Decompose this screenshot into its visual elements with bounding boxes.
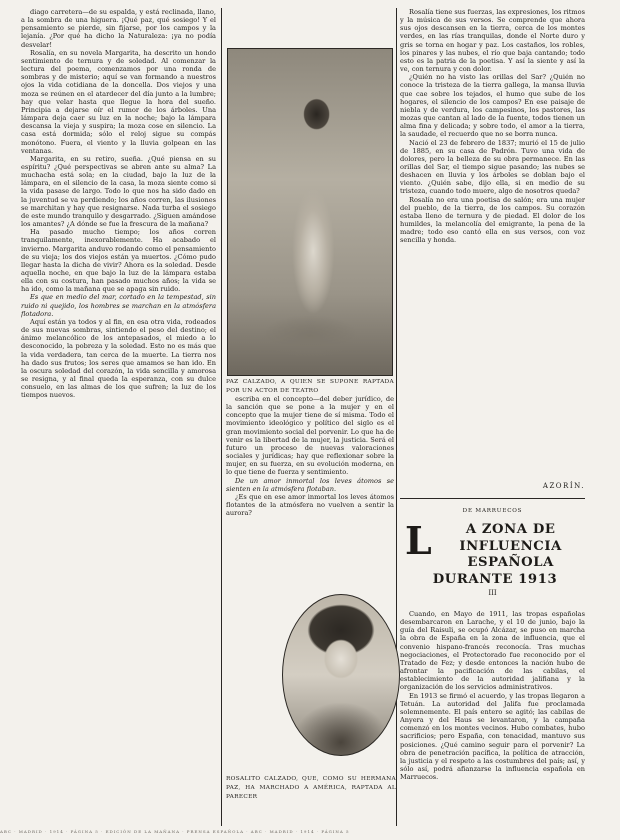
headline-text: A ZONA DE INFLUENCIA ESPAÑOLA DURANTE 1913 [432,522,562,587]
photo-caption-top: PAZ CALZADO, A QUIEN SE SUPONE RAPTADA POR UN ACTOR DE TEATRO [226,379,394,394]
paragraph: Nació el 23 de febrero de 1837; murió el 15 de julio de 1885, en su casa de Padrón. Tuvo una vida de dolores, pero la belleza de su obra permanece. En las orillas del Sar, el tiempo sigue pasando; las nubes se deshacen en lluvia y los árboles se doblan bajo el viento. ¿Quién sabe, dijo ella, si en medio de su tristeza, cuando todo muere, algo de nosotros queda? [400,138,585,196]
section-label: DE MARRUECOS [462,508,523,514]
page-footer: ABC · MADRID · 1914 · PÁGINA 5 · EDICIÓN DE LA MAÑANA · PRENSA ESPAÑOLA · ABC · MADRID · 1914 · PÁGINA 5 [0,829,350,834]
paragraph: diago carretera—de su espalda, y está reclinada, llano, a la sombra de una higuera. ¡Qué paz, qué sosiego! Y el pensamiento se pierde, sin fijarse, por los campos y la lejanía. ¿Por qué ha dicho la Naturaleza: ¡ya no podía desvelar! [21,8,216,49]
article-body [400,610,585,820]
paragraph: Ha pasado mucho tiempo; los años corren tranquilamente, inexorablemente. Ha acabado el invierno. Margarita anduvo rodando como el pensamiento de su vieja; los dos viejos están ya muertos. ¿Cómo pudo llegar hasta la dicha de vivir? Ahora es la soledad. Desde aquella noche, en que bajo la luz de la lámpara estaba ella con su costura, han pasado muchos años; la vida se ha ido, como la mañana que se apaga sin ruido. [21,228,216,294]
paragraph: Margarita, en su retiro, sueña. ¿Qué piensa en su espíritu? ¿Qué perspectivas se abren ante su alma? La muchacha está sola; en la ciudad, bajo la luz de la lámpara, en el silencio de la casa, la moza siente como si la vida pasase de largo. Todo lo que nos ha sido dado en la juventud se va perdiendo; los años corren, las ilusiones se marchitan y hay que resignarse. Nada turba el sosiego de este mundo tranquilo y desgarrado. ¿Siguen amándose los amantes? ¿A dónde se fue la frescura de la mañana? [21,154,216,229]
paragraph: Rosalía no era una poetisa de salón; era una mujer del pueblo, de la tierra, de los campos. Su corazón estaba lleno de ternura y de piedad. El dolor de los humildes, la melancolía del emigrante, la pena de la madre; todo eso cantó ella en sus versos, con voz sencilla y honda. [400,195,585,245]
photo-paz-calzado [227,48,393,376]
quoted-verse: De un amor inmortal los leves átomos se sienten en la atmósfera flotaban. [226,476,394,493]
drop-cap: L [405,518,433,563]
column-right [400,8,585,478]
photo-caption-bottom [226,775,396,802]
quoted-verse: Es que en medio del mar, cortado en la tempestad, sin ruido ni quejido, los hombres se marchan en la atmósfera flotadora. [21,293,216,318]
column-left [21,8,216,828]
section-rule [400,498,585,499]
column-rule [221,8,222,826]
paragraph: Rosalía, en su novela Margarita, ha descrito un hondo sentimiento de ternura y de soledad. Al comenzar la lectura del poema, comenzamos por una ronda de sombras y de misterio; aquí se van formando a nuestros ojos la vida cotidiana de la doncella. Dos viejos y una moza se reúnen en el atardecer del día junto a la lumbre; hay que velar hasta que llegue la hora del sueño. Principia a dejarse oír el rumor de los árboles. Una lámpara deja caer su luz en la noche; bajo la lámpara descansa la vieja y suspira; la moza cose en silencio. La casa está dormida; sólo el reloj sigue su compás monótono. Fuera, el viento y la lluvia golpean en las ventanas. [21,48,216,155]
caption-text: ROSALITO CALZADO, QUE, COMO SU HERMANA PAZ, HA MARCHADO A AMÉRICA, RAPTADA AL PARECER [226,776,396,800]
paragraph: Aquí están ya todos y al fin, en esa otra vida, rodeados de sus nuevas sombras, sintiendo el peso del destino; el ánimo melancólico de los antepasados, el miedo a lo desconocido, la pobreza y la soledad. Esto no es más que la vida verdadera, tan cerca de la muerte. La tierra nos ha dado sus frutos; los seres que amamos se han ido. En la oscura soledad del corazón, la vida sencilla y amorosa se resigna, y al final queda la esperanza, con su dulce consuelo, en las almas de los que sufren; la luz de los tiempos nuevos. [21,317,216,400]
paragraph: Rosalía tiene sus fuerzas, las expresiones, los ritmos y la música de sus versos. Se comprende que ahora sus ojos descansen en la tierra, cerca de los montes verdes, en las rías tranquilas, donde el Norte duro y gris se torna en hogar y paz. Los castaños, los robles, los pinares y las nubes, el río que baja cantando; todo esto es la patria de la poetisa. Y así la siente y así la ve, con ternura y con dolor. [400,8,585,74]
photo-rosalito-calzado [282,594,400,756]
middle-column-text [226,395,394,570]
paragraph: ¿Es que en ese amor inmortal los leves átomos flotantes de la atmósfera no vuelven a sentir la aurora? [226,492,394,518]
paragraph: Cuando, en Mayo de 1911, las tropas españolas desembarcaron en Larache, y el 10 de junio, bajo la guía del Raisuli, se ocupó Alcázar, se puso en marcha la obra de España en la zona de influencia, que el convenio hispano-francés reconocía. Tras muchas negociaciones, el Protectorado fue reconocido por el Tratado de Fez; y desde entonces la nación hubo de afrontar la pacificación de las cabilas, el establecimiento de la autoridad jalifiana y la organización de los servicios administrativos. [400,610,585,692]
author-signature: AZORÍN. [542,482,585,490]
article-part-number: III [488,589,497,597]
paragraph: escriba en el concepto—del deber jurídico, de la sanción que se pone a la mujer y en el concepto que la mujer tiene de sí misma. Todo el movimiento ideológico y político del siglo es el gran movimiento social del porvenir. Lo que ha de venir es la libertad de la mujer, la justicia. Será el futuro un proceso de nuevas valoraciones sociales y jurídicas; hay que reflexionar sobre la mujer, en su fuerza, en su evolución moderna, en lo que tiene de fuerza y sentimiento. [226,395,394,477]
article-headline [405,518,585,588]
paragraph: En 1913 se firmó el acuerdo, y las tropas llegaron a Tetuán. La autoridad del Jalifa fue proclamada solemnemente. El país entero se agitó; las cabilas de Anyera y del Haus se levantaron, y la campaña comenzó en los montes vecinos. Hubo combates, hubo sacrificios; pero España, con tenacidad, mantuvo sus posiciones. ¿Qué camino seguir para el porvenir? La obra de penetración pacífica, la política de atracción, la justicia y el respeto a las costumbres del país; así, y sólo así, podrá afianzarse la influencia española en Marruecos. [400,691,585,782]
paragraph: ¿Quién no ha visto las orillas del Sar? ¿Quién no conoce la tristeza de la tierra gallega, la mansa lluvia que cae sobre los tejados, el humo que sube de los hogares, el silencio de los campos? En ese paisaje de niebla y de verdura, los campesinos, los pastores, las mozas que cantan al lado de la fuente, todos tienen un alma fina y delicada; y sobre todo, el amor a la tierra, la saudade, el recuerdo que no se borra nunca. [400,73,585,139]
